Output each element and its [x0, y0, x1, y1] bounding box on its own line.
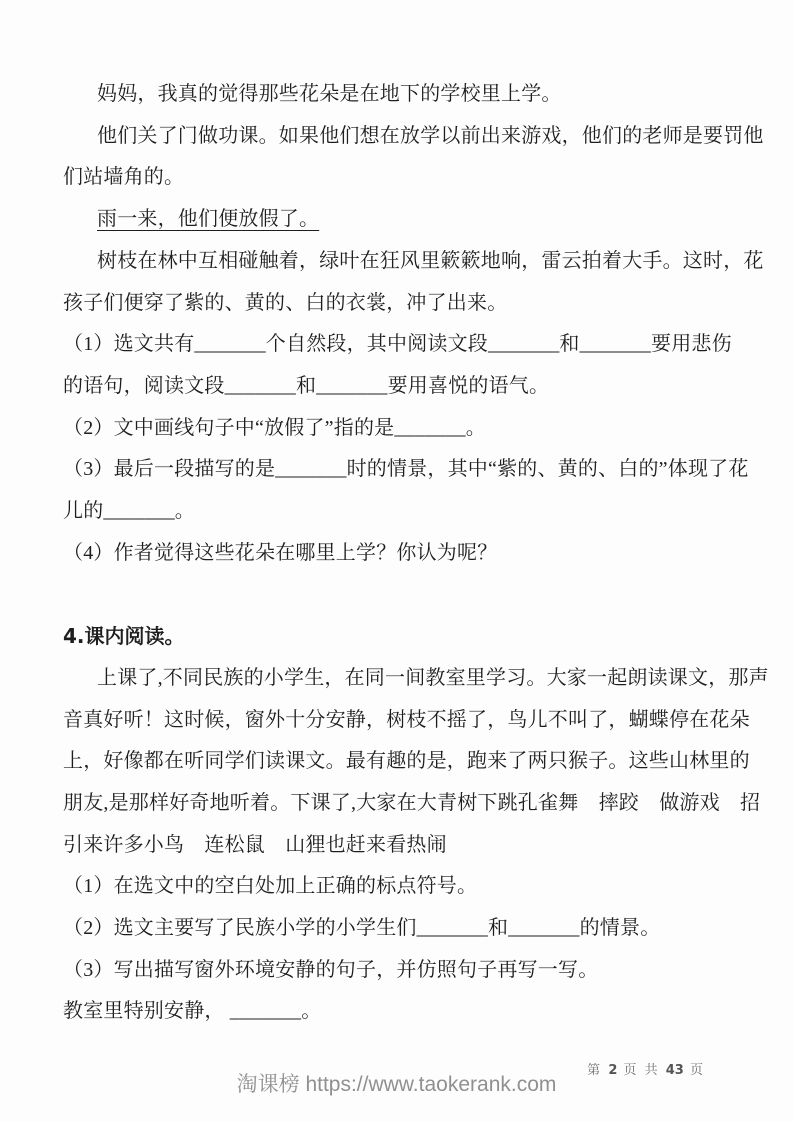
- text-line: 引来许多小鸟 连松鼠 山狸也赶来看热闹: [63, 833, 447, 856]
- text-line: （3）最后一段描写的是_______时的情景，其中“紫的、黄的、白的”体现了花: [63, 458, 749, 481]
- text-line: 们站墙角的。: [63, 166, 185, 189]
- footer-brand: 淘课榜 https://www.taokerank.com: [236, 1073, 557, 1096]
- page-number-current: 2: [608, 1063, 618, 1078]
- text-line: （1）选文共有_______个自然段，其中阅读文段_______和_______要用悲伤: [63, 333, 732, 356]
- text-line: 上，好像都在听同学们读课文。最有趣的是，跑来了两只猴子。这些山林里的: [63, 750, 750, 773]
- text-line: 妈妈，我真的觉得那些花朵是在地下的学校里上学。: [97, 83, 562, 105]
- text-line: 上课了,不同民族的小学生，在同一间教室里学习。大家一起朗读课文，那声: [97, 666, 769, 689]
- text-line: 孩子们便穿了紫的、黄的、白的衣裳，冲了出来。: [63, 291, 508, 314]
- text-line: （4）作者觉得这些花朵在哪里上学？你认为呢？: [63, 541, 498, 564]
- page-number-suffix: 页: [683, 1063, 705, 1078]
- text-line: 4.课内阅读。: [63, 624, 185, 649]
- blank-line: [63, 574, 743, 616]
- page-number-middle: 页 共: [617, 1063, 666, 1078]
- text-line: （1）在选文中的空白处加上正确的标点符号。: [63, 875, 478, 898]
- text-line: 树枝在林中互相碰触着，绿叶在狂风里簌簌地响，雷云拍着大手。这时，花: [97, 249, 764, 272]
- text-line: 教室里特别安静， _______。: [63, 1000, 322, 1023]
- text-line: （2）选文主要写了民族小学的小学生们_______和_______的情景。: [63, 917, 661, 940]
- text-line: 他们关了门做功课。如果他们想在放学以前出来游戏，他们的老师是要罚他: [97, 124, 764, 147]
- page-number: [587, 1059, 705, 1078]
- text-line: 的语句，阅读文段_______和_______要用喜悦的语气。: [63, 374, 550, 397]
- text-line: 音真好听！这时候，窗外十分安静，树枝不摇了，鸟儿不叫了，蝴蝶停在花朵: [63, 708, 750, 731]
- page-number-total: 43: [665, 1063, 684, 1078]
- text-line: 朋友,是那样好奇地听着。下课了,大家在大青树下跳孔雀舞 摔跤 做游戏 招: [63, 791, 761, 814]
- document-body: [63, 74, 769, 1033]
- text-line: 雨一来，他们便放假了。: [97, 208, 320, 231]
- text-line: （3）写出描写窗外环境安静的句子，并仿照句子再写一写。: [63, 958, 599, 981]
- text-line: （2）文中画线句子中“放假了”指的是_______。: [63, 416, 486, 439]
- text-line: 儿的_______。: [63, 500, 195, 523]
- page-number-prefix: 第: [587, 1063, 609, 1078]
